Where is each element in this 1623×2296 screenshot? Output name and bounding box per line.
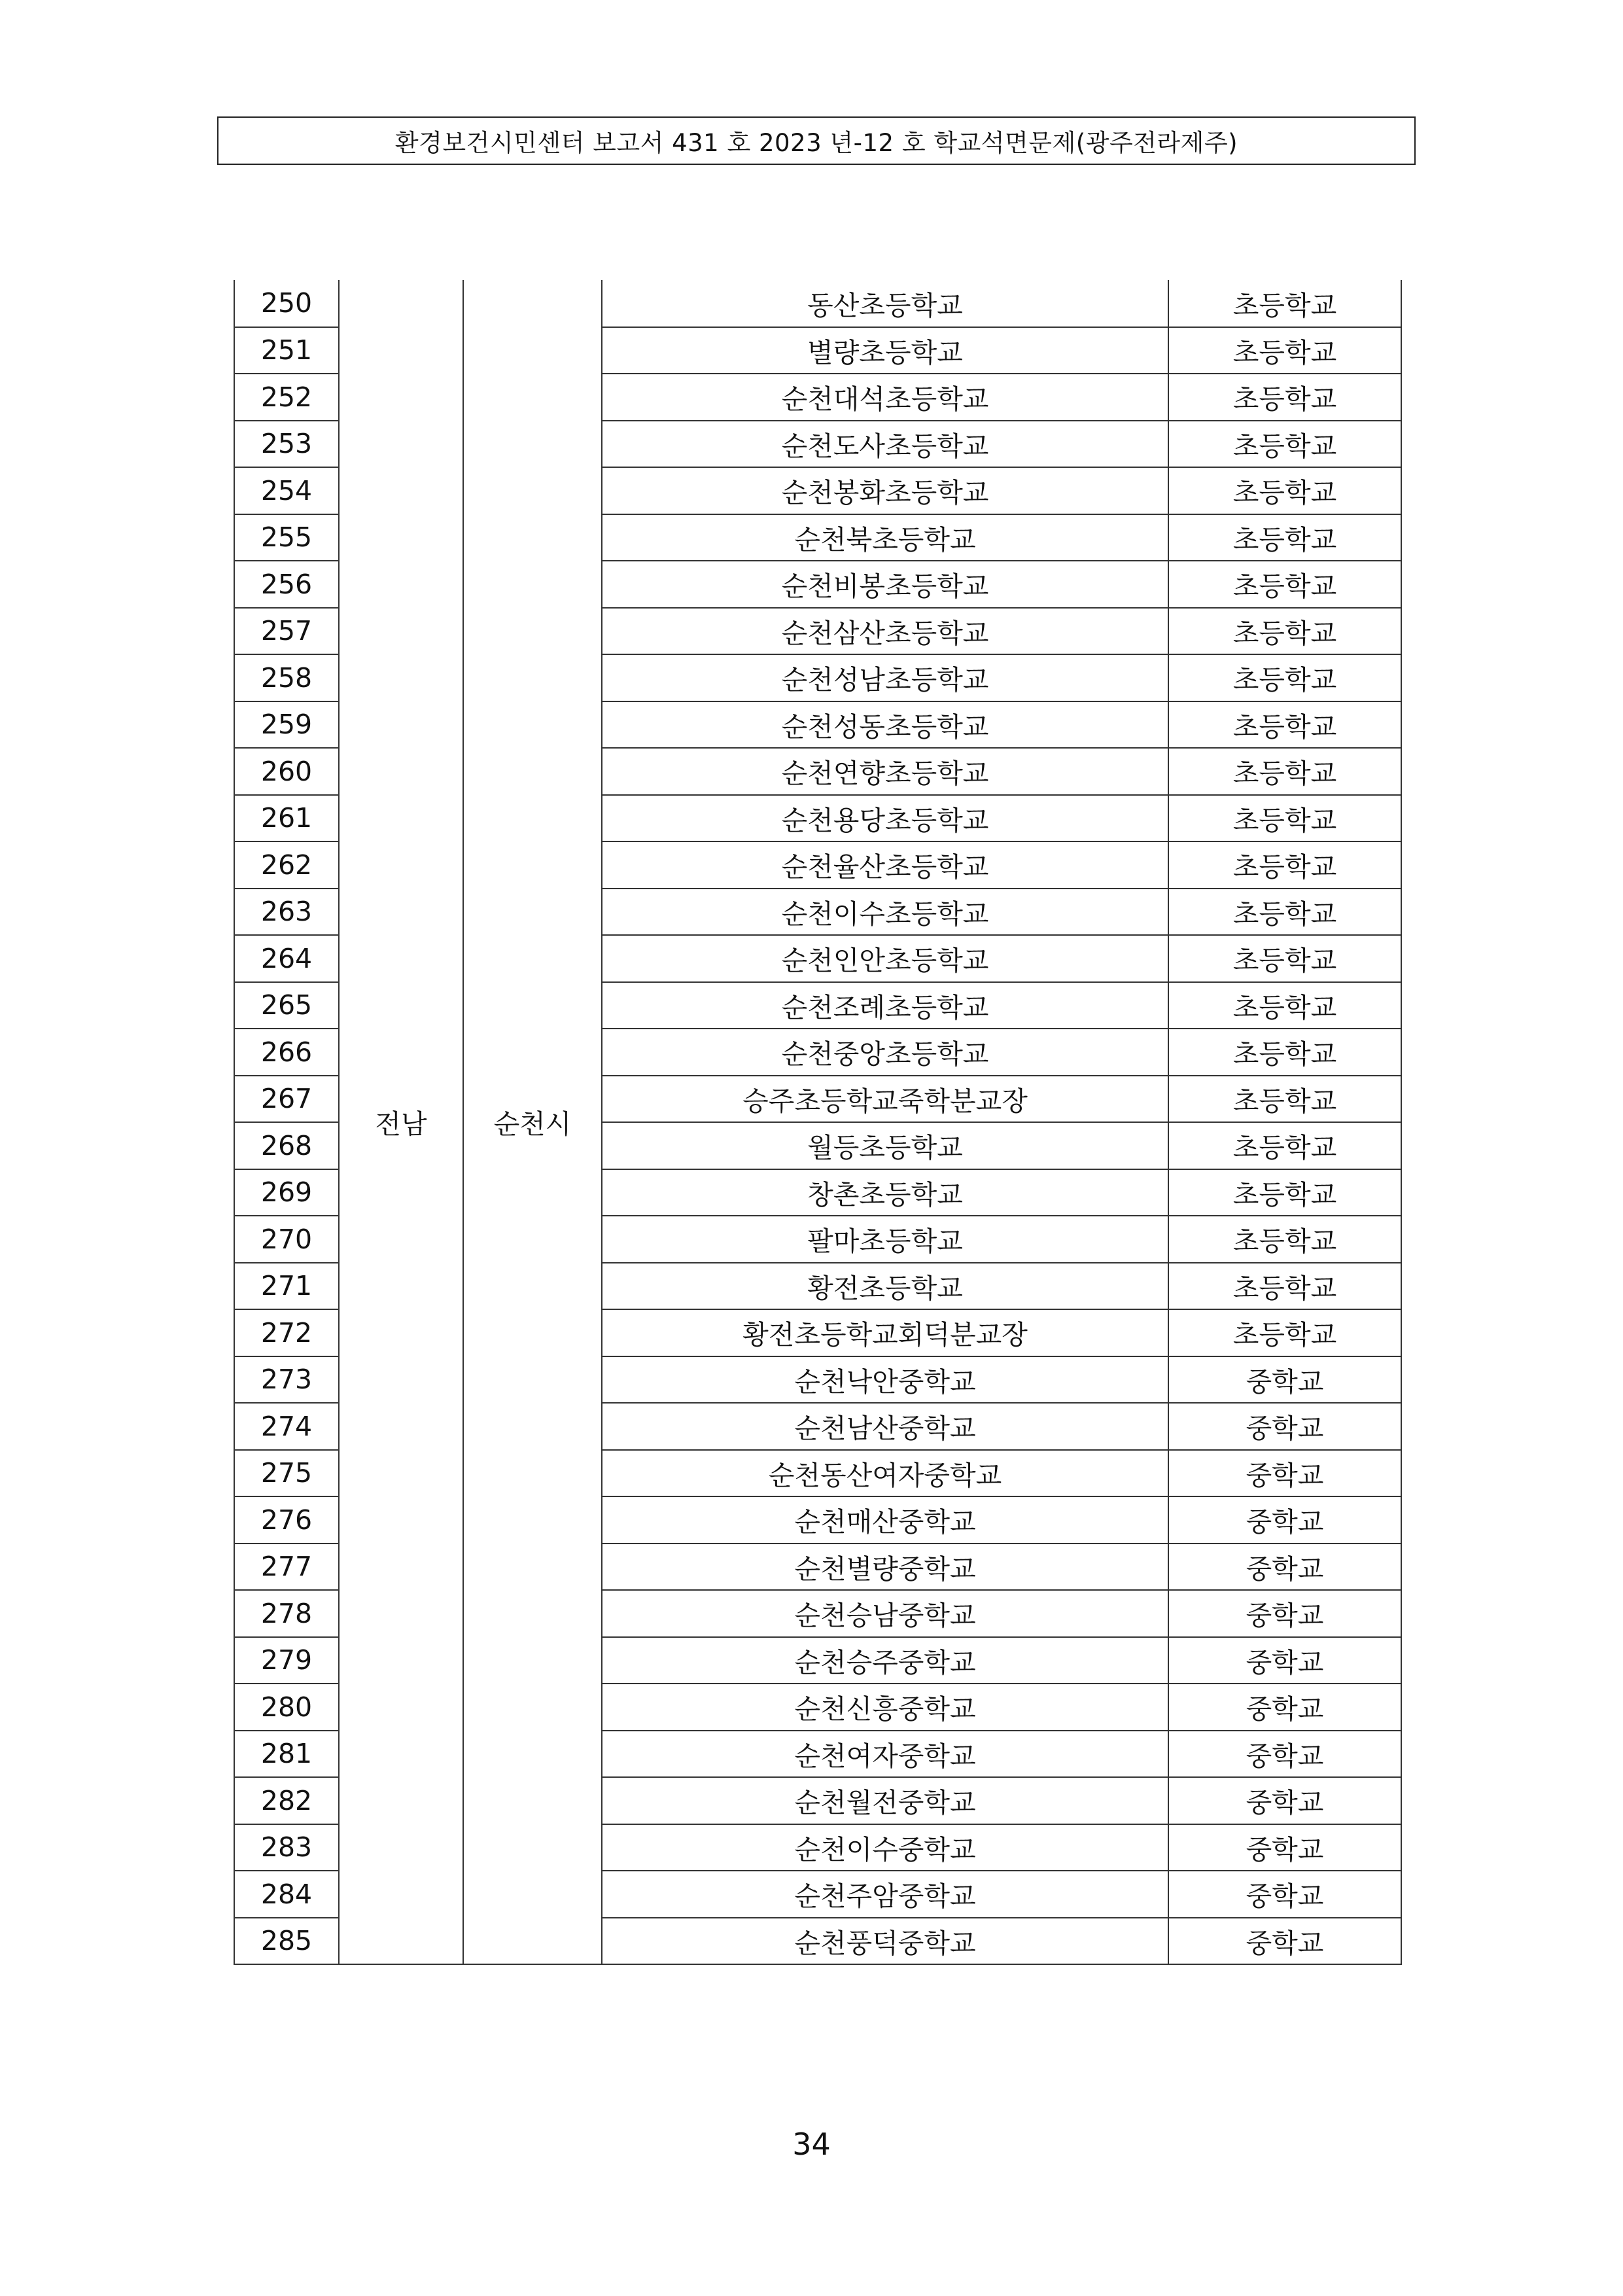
school-name: 순천비봉초등학교 [602, 561, 1168, 608]
row-number: 265 [234, 982, 339, 1029]
school-name: 순천성남초등학교 [602, 654, 1168, 701]
school-name: 순천여자중학교 [602, 1731, 1168, 1778]
row-number: 251 [234, 327, 339, 374]
school-type: 중학교 [1168, 1731, 1401, 1778]
school-type: 초등학교 [1168, 421, 1401, 468]
row-number: 279 [234, 1637, 339, 1684]
school-type: 중학교 [1168, 1777, 1401, 1824]
row-number: 272 [234, 1309, 339, 1356]
school-name: 황전초등학교 [602, 1263, 1168, 1310]
row-number: 255 [234, 514, 339, 561]
school-type: 초등학교 [1168, 748, 1401, 795]
school-type: 초등학교 [1168, 374, 1401, 421]
school-type: 중학교 [1168, 1824, 1401, 1871]
row-number: 283 [234, 1824, 339, 1871]
school-type: 초등학교 [1168, 608, 1401, 655]
row-number: 270 [234, 1216, 339, 1263]
school-type: 초등학교 [1168, 795, 1401, 842]
school-name: 별량초등학교 [602, 327, 1168, 374]
school-type: 중학교 [1168, 1356, 1401, 1404]
row-number: 285 [234, 1918, 339, 1965]
school-type: 중학교 [1168, 1918, 1401, 1965]
row-number: 281 [234, 1731, 339, 1778]
school-type: 초등학교 [1168, 935, 1401, 982]
row-number: 250 [234, 280, 339, 327]
school-type: 중학교 [1168, 1450, 1401, 1497]
row-number: 258 [234, 654, 339, 701]
row-number: 254 [234, 467, 339, 514]
school-name: 순천별량중학교 [602, 1544, 1168, 1591]
school-type: 중학교 [1168, 1544, 1401, 1591]
school-name: 순천봉화초등학교 [602, 467, 1168, 514]
school-name: 순천승주중학교 [602, 1637, 1168, 1684]
school-name: 순천인안초등학교 [602, 935, 1168, 982]
school-name: 순천용당초등학교 [602, 795, 1168, 842]
school-type: 초등학교 [1168, 280, 1401, 327]
school-type: 초등학교 [1168, 1029, 1401, 1076]
school-type: 중학교 [1168, 1403, 1401, 1450]
table-row [234, 280, 1401, 327]
school-type: 초등학교 [1168, 1309, 1401, 1356]
school-name: 순천율산초등학교 [602, 841, 1168, 889]
row-number: 269 [234, 1169, 339, 1216]
region-cell: 전남 [339, 280, 463, 1964]
school-name: 순천이수중학교 [602, 1824, 1168, 1871]
school-type: 중학교 [1168, 1684, 1401, 1731]
page-number: 34 [792, 2127, 831, 2162]
row-number: 262 [234, 841, 339, 889]
school-table [234, 280, 1402, 1965]
school-name: 순천삼산초등학교 [602, 608, 1168, 655]
school-type: 중학교 [1168, 1496, 1401, 1544]
school-type: 중학교 [1168, 1871, 1401, 1918]
school-type: 초등학교 [1168, 1122, 1401, 1169]
row-number: 268 [234, 1122, 339, 1169]
school-name: 순천매산중학교 [602, 1496, 1168, 1544]
school-type: 초등학교 [1168, 514, 1401, 561]
school-type: 초등학교 [1168, 701, 1401, 749]
row-number: 282 [234, 1777, 339, 1824]
row-number: 273 [234, 1356, 339, 1404]
row-number: 280 [234, 1684, 339, 1731]
school-name: 순천대석초등학교 [602, 374, 1168, 421]
school-name: 순천이수초등학교 [602, 889, 1168, 936]
row-number: 284 [234, 1871, 339, 1918]
school-name: 순천동산여자중학교 [602, 1450, 1168, 1497]
school-name: 동산초등학교 [602, 280, 1168, 327]
row-number: 264 [234, 935, 339, 982]
school-name: 순천성동초등학교 [602, 701, 1168, 749]
row-number: 277 [234, 1544, 339, 1591]
school-type: 중학교 [1168, 1637, 1401, 1684]
row-number: 252 [234, 374, 339, 421]
school-name: 순천낙안중학교 [602, 1356, 1168, 1404]
school-type: 초등학교 [1168, 1263, 1401, 1310]
school-name: 순천신흥중학교 [602, 1684, 1168, 1731]
school-type: 초등학교 [1168, 1216, 1401, 1263]
school-name: 황전초등학교회덕분교장 [602, 1309, 1168, 1356]
row-number: 278 [234, 1590, 339, 1637]
school-name: 팔마초등학교 [602, 1216, 1168, 1263]
school-type: 초등학교 [1168, 1169, 1401, 1216]
report-header [217, 116, 1416, 165]
school-type: 초등학교 [1168, 1076, 1401, 1123]
row-number: 271 [234, 1263, 339, 1310]
row-number: 253 [234, 421, 339, 468]
school-name: 순천주암중학교 [602, 1871, 1168, 1918]
school-name: 순천풍덕중학교 [602, 1918, 1168, 1965]
school-type: 초등학교 [1168, 467, 1401, 514]
row-number: 274 [234, 1403, 339, 1450]
school-type: 초등학교 [1168, 561, 1401, 608]
school-name: 순천중앙초등학교 [602, 1029, 1168, 1076]
row-number: 259 [234, 701, 339, 749]
school-type: 초등학교 [1168, 327, 1401, 374]
school-type: 초등학교 [1168, 841, 1401, 889]
school-name: 창촌초등학교 [602, 1169, 1168, 1216]
school-type: 초등학교 [1168, 654, 1401, 701]
school-name: 월등초등학교 [602, 1122, 1168, 1169]
school-name: 승주초등학교죽학분교장 [602, 1076, 1168, 1123]
city-cell: 순천시 [463, 280, 602, 1964]
school-name: 순천승남중학교 [602, 1590, 1168, 1637]
school-name: 순천북초등학교 [602, 514, 1168, 561]
row-number: 276 [234, 1496, 339, 1544]
row-number: 267 [234, 1076, 339, 1123]
row-number: 275 [234, 1450, 339, 1497]
school-type: 초등학교 [1168, 982, 1401, 1029]
row-number: 256 [234, 561, 339, 608]
row-number: 266 [234, 1029, 339, 1076]
school-name: 순천연향초등학교 [602, 748, 1168, 795]
row-number: 260 [234, 748, 339, 795]
school-name: 순천월전중학교 [602, 1777, 1168, 1824]
row-number: 261 [234, 795, 339, 842]
row-number: 257 [234, 608, 339, 655]
school-table-body [234, 280, 1401, 1964]
school-type: 초등학교 [1168, 889, 1401, 936]
report-title: 환경보건시민센터 보고서 431 호 2023 년-12 호 학교석면문제(광주전라제주) [394, 129, 1238, 157]
school-name: 순천도사초등학교 [602, 421, 1168, 468]
school-name: 순천남산중학교 [602, 1403, 1168, 1450]
school-name: 순천조례초등학교 [602, 982, 1168, 1029]
school-type: 중학교 [1168, 1590, 1401, 1637]
row-number: 263 [234, 889, 339, 936]
